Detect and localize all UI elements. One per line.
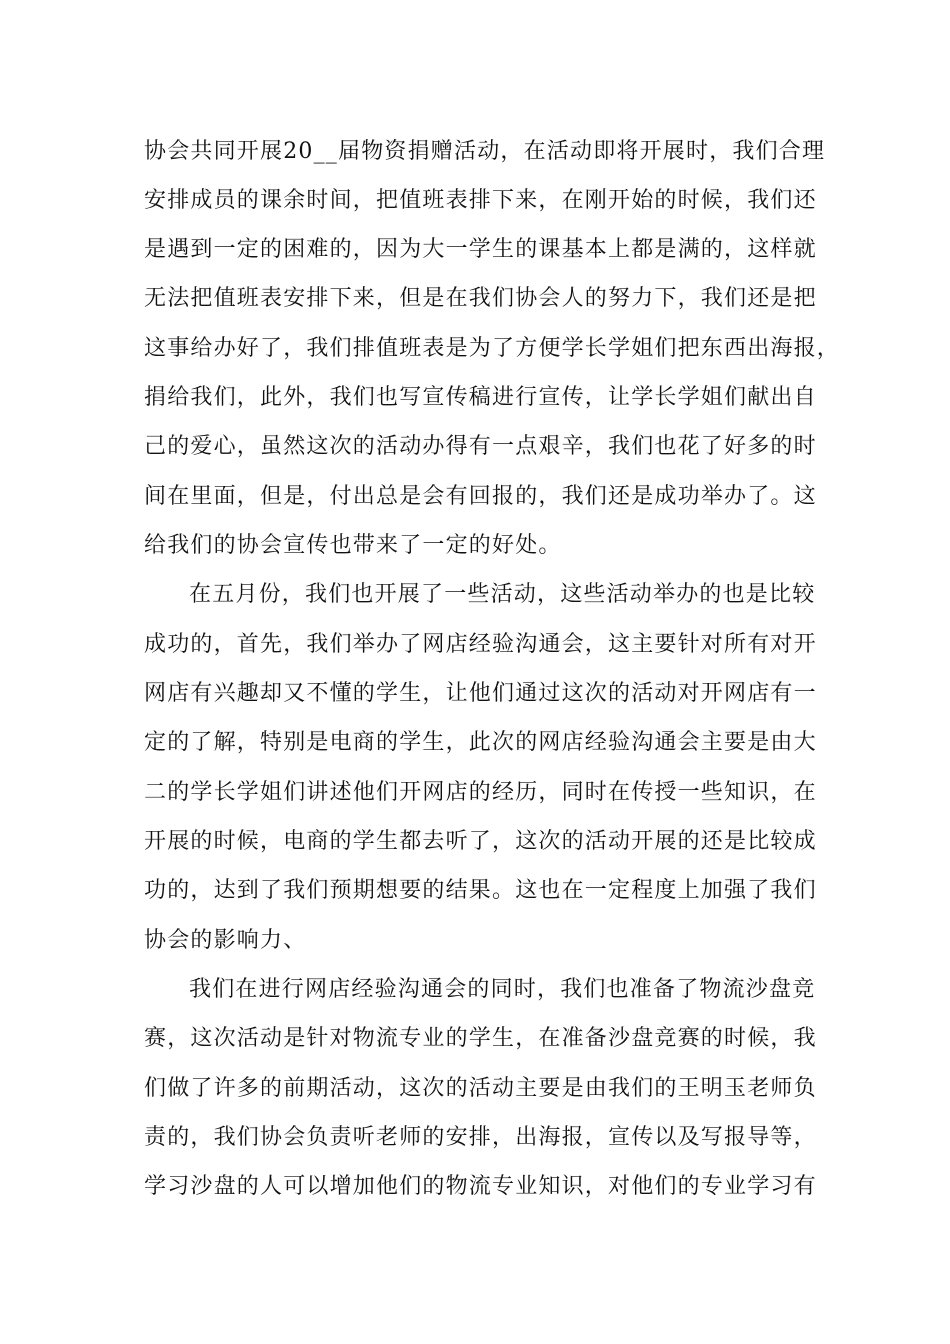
text-line: 成功的，首先，我们举办了网店经验沟通会，这主要针对所有对开: [144, 632, 817, 657]
text-line: 捐给我们，此外，我们也写宣传稿进行宣传，让学长学姐们献出自: [144, 385, 817, 410]
text-line: 们做了许多的前期活动，这次的活动主要是由我们的王明玉老师负: [144, 1076, 817, 1101]
text-line: 功的，达到了我们预期想要的结果。这也在一定程度上加强了我们: [144, 878, 817, 903]
text-line: 协会共同开展20__届物资捐赠活动，在活动即将开展时，我们合理: [144, 139, 826, 164]
text-line: 赛，这次活动是针对物流专业的学生，在准备沙盘竞赛的时候，我: [144, 1026, 817, 1051]
text-line: 这事给办好了，我们排值班表是为了方便学长学姐们把东西出海报，: [144, 336, 841, 361]
text-line: 协会的影响力、: [144, 928, 307, 953]
text-line: 无法把值班表安排下来，但是在我们协会人的努力下，我们还是把: [144, 286, 817, 311]
text-line: 给我们的协会宣传也带来了一定的好处。: [144, 533, 562, 558]
paragraph-first-line: 我们在进行网店经验沟通会的同时，我们也准备了物流沙盘竞: [189, 977, 816, 1002]
text-line: 安排成员的课余时间，把值班表排下来，在刚开始的时候，我们还: [144, 188, 817, 213]
text-line: 网店有兴趣却又不懂的学生，让他们通过这次的活动对开网店有一: [144, 681, 817, 706]
text-line: 是遇到一定的困难的，因为大一学生的课基本上都是满的，这样就: [144, 237, 817, 262]
text-line: 责的，我们协会负责听老师的安排，出海报，宣传以及写报导等，: [144, 1125, 817, 1150]
text-line: 开展的时候，电商的学生都去听了，这次的活动开展的还是比较成: [144, 829, 817, 854]
text-line: 己的爱心，虽然这次的活动办得有一点艰辛，我们也花了好多的时: [144, 434, 817, 459]
text-line: 二的学长学姐们讲述他们开网店的经历，同时在传授一些知识，在: [144, 780, 817, 805]
text-line: 间在里面，但是，付出总是会有回报的，我们还是成功举办了。这: [144, 484, 817, 509]
paragraph-first-line: 在五月份，我们也开展了一些活动，这些活动举办的也是比较: [189, 582, 816, 607]
text-line: 定的了解，特别是电商的学生，此次的网店经验沟通会主要是由大: [144, 730, 817, 755]
text-line: 学习沙盘的人可以增加他们的物流专业知识，对他们的专业学习有: [144, 1174, 817, 1199]
